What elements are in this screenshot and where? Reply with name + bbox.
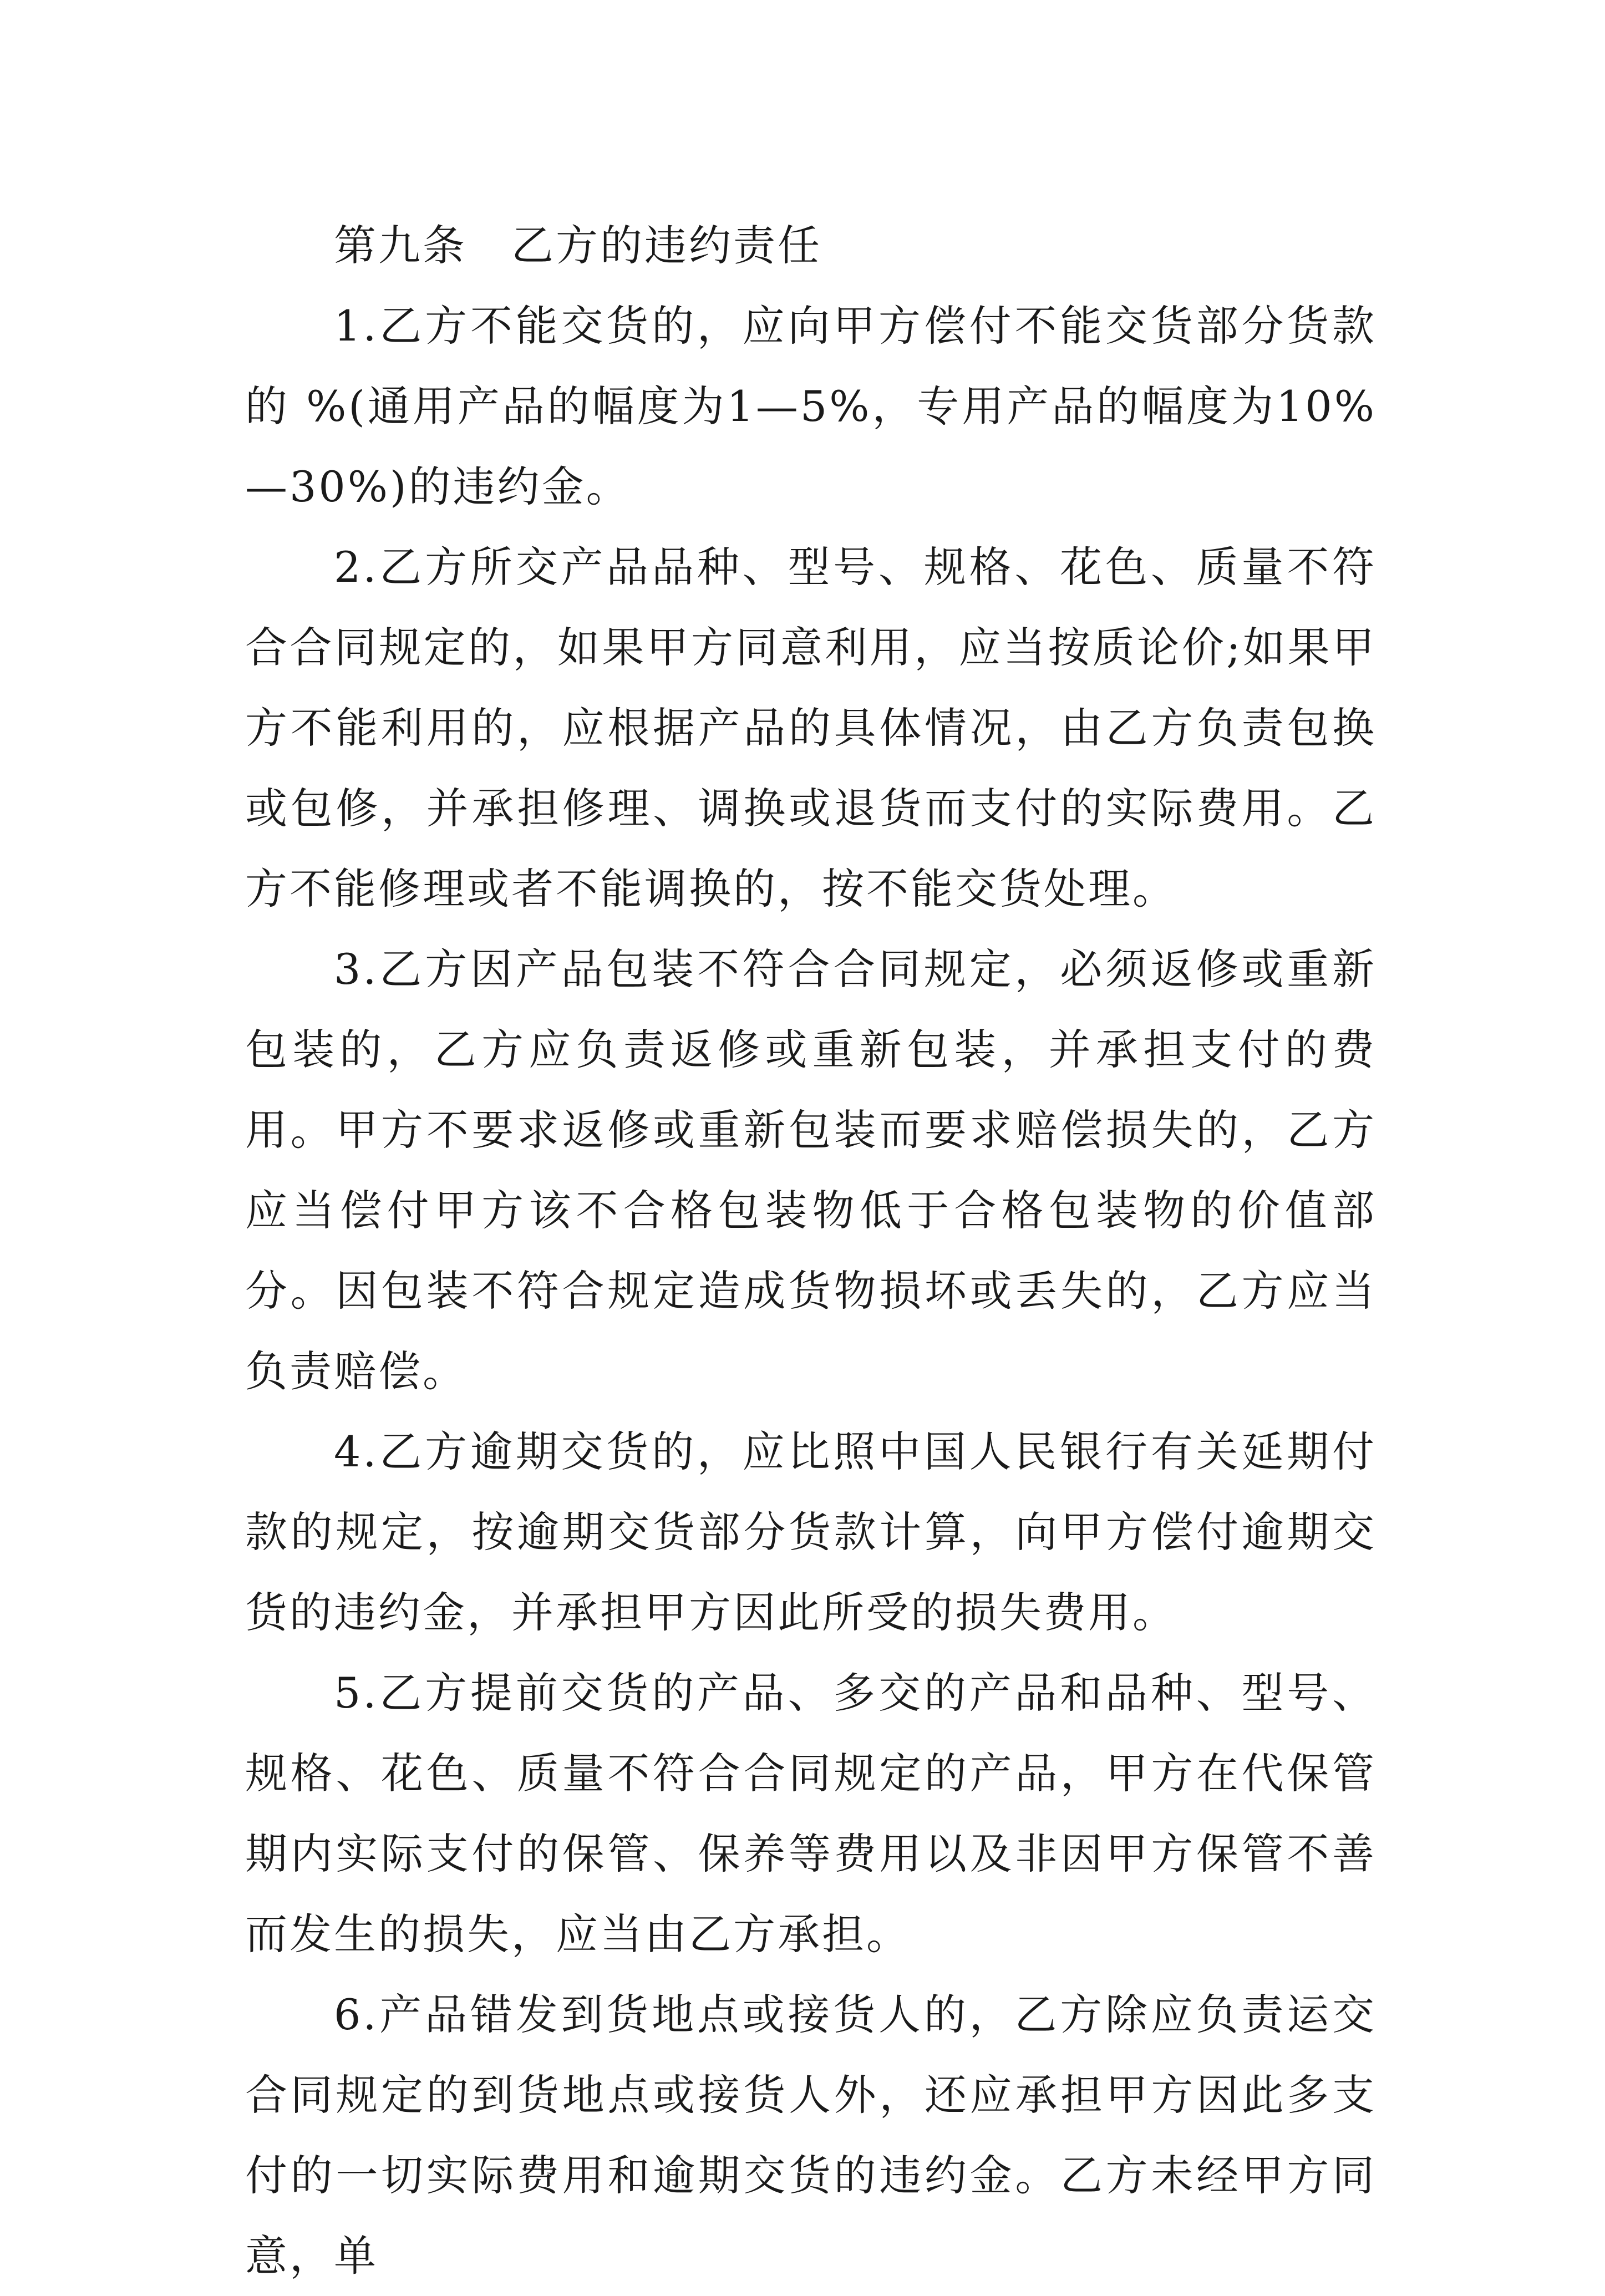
clause-paragraph-1: 1.乙方不能交货的，应向甲方偿付不能交货部分货款的 %(通用产品的幅度为1—5%，专用产品的幅度为10%—30%)的违约金。	[245, 301, 1377, 511]
clause-paragraph-3: 3.乙方因产品包装不符合合同规定，必须返修或重新包装的，乙方应负责返修或重新包装，并承担支付的费用。甲方不要求返修或重新包装而要求赔偿损失的，乙方应当偿付甲方该不合格包装物低于合格包装物的价值部分。因包装不符合规定造成货物损坏或丢失的，乙方应当负责赔偿。	[245, 944, 1377, 1396]
document-body	[245, 205, 1377, 2296]
clause-paragraph-2: 2.乙方所交产品品种、型号、规格、花色、质量不符合合同规定的，如果甲方同意利用，应当按质论价;如果甲方不能利用的，应根据产品的具体情况，由乙方负责包换或包修，并承担修理、调换或退货而支付的实际费用。乙方不能修理或者不能调换的，按不能交货处理。	[245, 542, 1377, 913]
clause-paragraph-4: 4.乙方逾期交货的，应比照中国人民银行有关延期付款的规定，按逾期交货部分货款计算，向甲方偿付逾期交货的违约金，并承担甲方因此所受的损失费用。	[245, 1427, 1377, 1637]
article-heading: 第九条 乙方的违约责任	[334, 221, 822, 270]
clause-paragraph-6: 6.产品错发到货地点或接货人的，乙方除应负责运交合同规定的到货地点或接货人外，还应承担甲方因此多支付的一切实际费用和逾期交货的违约金。乙方未经甲方同意，单	[245, 1990, 1377, 2280]
clause-paragraph-5: 5.乙方提前交货的产品、多交的产品和品种、型号、规格、花色、质量不符合合同规定的产品，甲方在代保管期内实际支付的保管、保养等费用以及非因甲方保管不善而发生的损失，应当由乙方承担。	[245, 1668, 1377, 1959]
